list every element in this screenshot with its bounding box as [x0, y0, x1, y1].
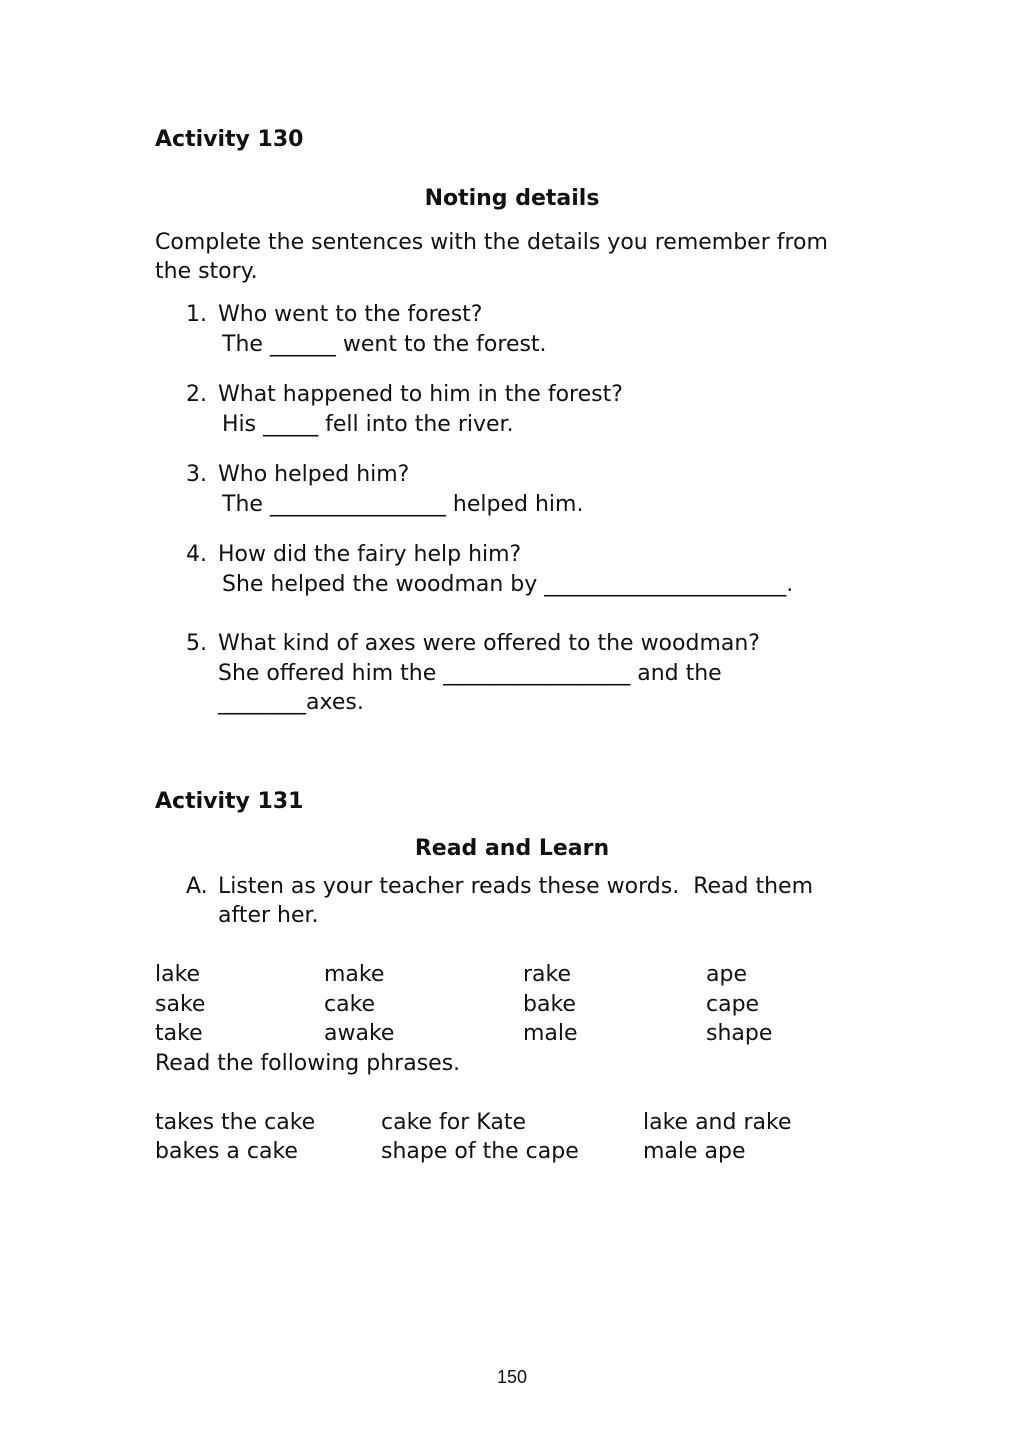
- word: cape: [706, 992, 760, 1017]
- question-text: Who helped him?: [218, 462, 410, 487]
- question-text: Who went to the forest?: [218, 302, 483, 327]
- phrase: bakes a cake: [155, 1139, 298, 1164]
- page-number: 150: [496, 1367, 528, 1387]
- question-number: 2.: [186, 382, 207, 407]
- item-a-label: A.: [186, 874, 208, 899]
- activity-131-heading: Activity 131: [155, 789, 304, 814]
- word: bake: [523, 992, 576, 1017]
- answer-line: The ________________ helped him.: [222, 492, 584, 517]
- word: lake: [155, 962, 201, 987]
- activity-130-title: Noting details: [424, 186, 600, 211]
- word: awake: [324, 1021, 395, 1046]
- word: ape: [706, 962, 747, 987]
- phrase: shape of the cape: [381, 1139, 579, 1164]
- word: make: [324, 962, 385, 987]
- activity-131-title: Read and Learn: [414, 836, 610, 861]
- question-number: 5.: [186, 631, 207, 656]
- word: rake: [523, 962, 572, 987]
- question-text: How did the fairy help him?: [218, 542, 522, 567]
- word: take: [155, 1021, 203, 1046]
- phrase: lake and rake: [643, 1110, 792, 1135]
- item-a-line-2: after her.: [218, 903, 319, 928]
- phrases-intro: Read the following phrases.: [155, 1051, 461, 1076]
- instructions-line-1: Complete the sentences with the details you remember from: [155, 230, 828, 255]
- question-number: 3.: [186, 462, 207, 487]
- activity-130-heading: Activity 130: [155, 127, 304, 152]
- question-text: What kind of axes were offered to the woodman?: [218, 631, 760, 656]
- answer-line: His _____ fell into the river.: [222, 412, 514, 437]
- question-number: 4.: [186, 542, 207, 567]
- word: sake: [155, 992, 206, 1017]
- answer-line: The ______ went to the forest.: [222, 332, 547, 357]
- phrase: takes the cake: [155, 1110, 316, 1135]
- word: cake: [324, 992, 376, 1017]
- phrase: male ape: [643, 1139, 746, 1164]
- answer-line: She helped the woodman by ______________________.: [222, 572, 794, 597]
- word: shape: [706, 1021, 773, 1046]
- instructions-line-2: the story.: [155, 259, 258, 284]
- answer-line: ________axes.: [218, 690, 364, 715]
- word: male: [523, 1021, 578, 1046]
- item-a-line-1: Listen as your teacher reads these words. Read them: [218, 874, 813, 899]
- question-number: 1.: [186, 302, 207, 327]
- question-text: What happened to him in the forest?: [218, 382, 623, 407]
- phrase: cake for Kate: [381, 1110, 526, 1135]
- answer-line: She offered him the _________________ and the: [218, 661, 722, 686]
